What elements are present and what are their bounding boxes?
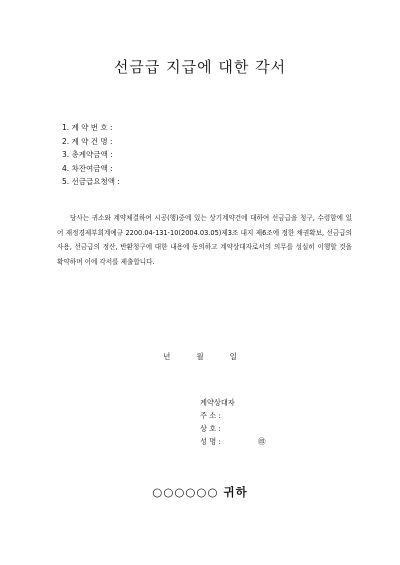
field-advance-request: 5. 선금급요청액 :: [62, 177, 120, 186]
signer-heading: 계약상대자: [200, 398, 235, 407]
field-remaining-amount: 4. 차잔여금액 :: [62, 163, 113, 173]
document-title: 선금급 지급에 대한 각서: [113, 58, 287, 76]
seal-mark: ㊞: [258, 437, 266, 446]
signer-address-label: 주 소 :: [200, 411, 221, 420]
pledge-body-text: 당사는 귀소와 계약체결하여 시공(행)중에 있는 상기계약건에 대하여 선금급을 청구, 수령함에 있어 재정경제부회계예규 2200.04-131-10(2004.03.05)제3조 내지 제6조에 정한 채권확보, 선금급의 사용, 선금급의 정산, 반환청구에 대한 내용에 동의하고 계약상대자로서의 의무를 성실히 이행할 것을 확약하며 이에 각서를 제출합니다.: [57, 214, 352, 266]
date-line: [0, 351, 400, 362]
signer-block: [200, 396, 266, 448]
field-total-amount: 3. 총계약금액 :: [62, 150, 113, 159]
contract-field-list: [62, 121, 120, 189]
signer-name-row: [200, 435, 266, 448]
signer-company-label: 상 호 :: [200, 424, 221, 433]
signer-name-label: 성 명 :: [200, 437, 221, 446]
date-month: 월: [196, 352, 204, 361]
field-contract-number: 1. 계 약 번 호 :: [62, 123, 113, 132]
date-year: 년: [163, 352, 171, 361]
field-contract-name: 2. 계 약 건 명 :: [62, 136, 113, 146]
addressee-line: ○○○○○○ 귀하: [152, 485, 248, 499]
date-day: 일: [229, 352, 237, 361]
